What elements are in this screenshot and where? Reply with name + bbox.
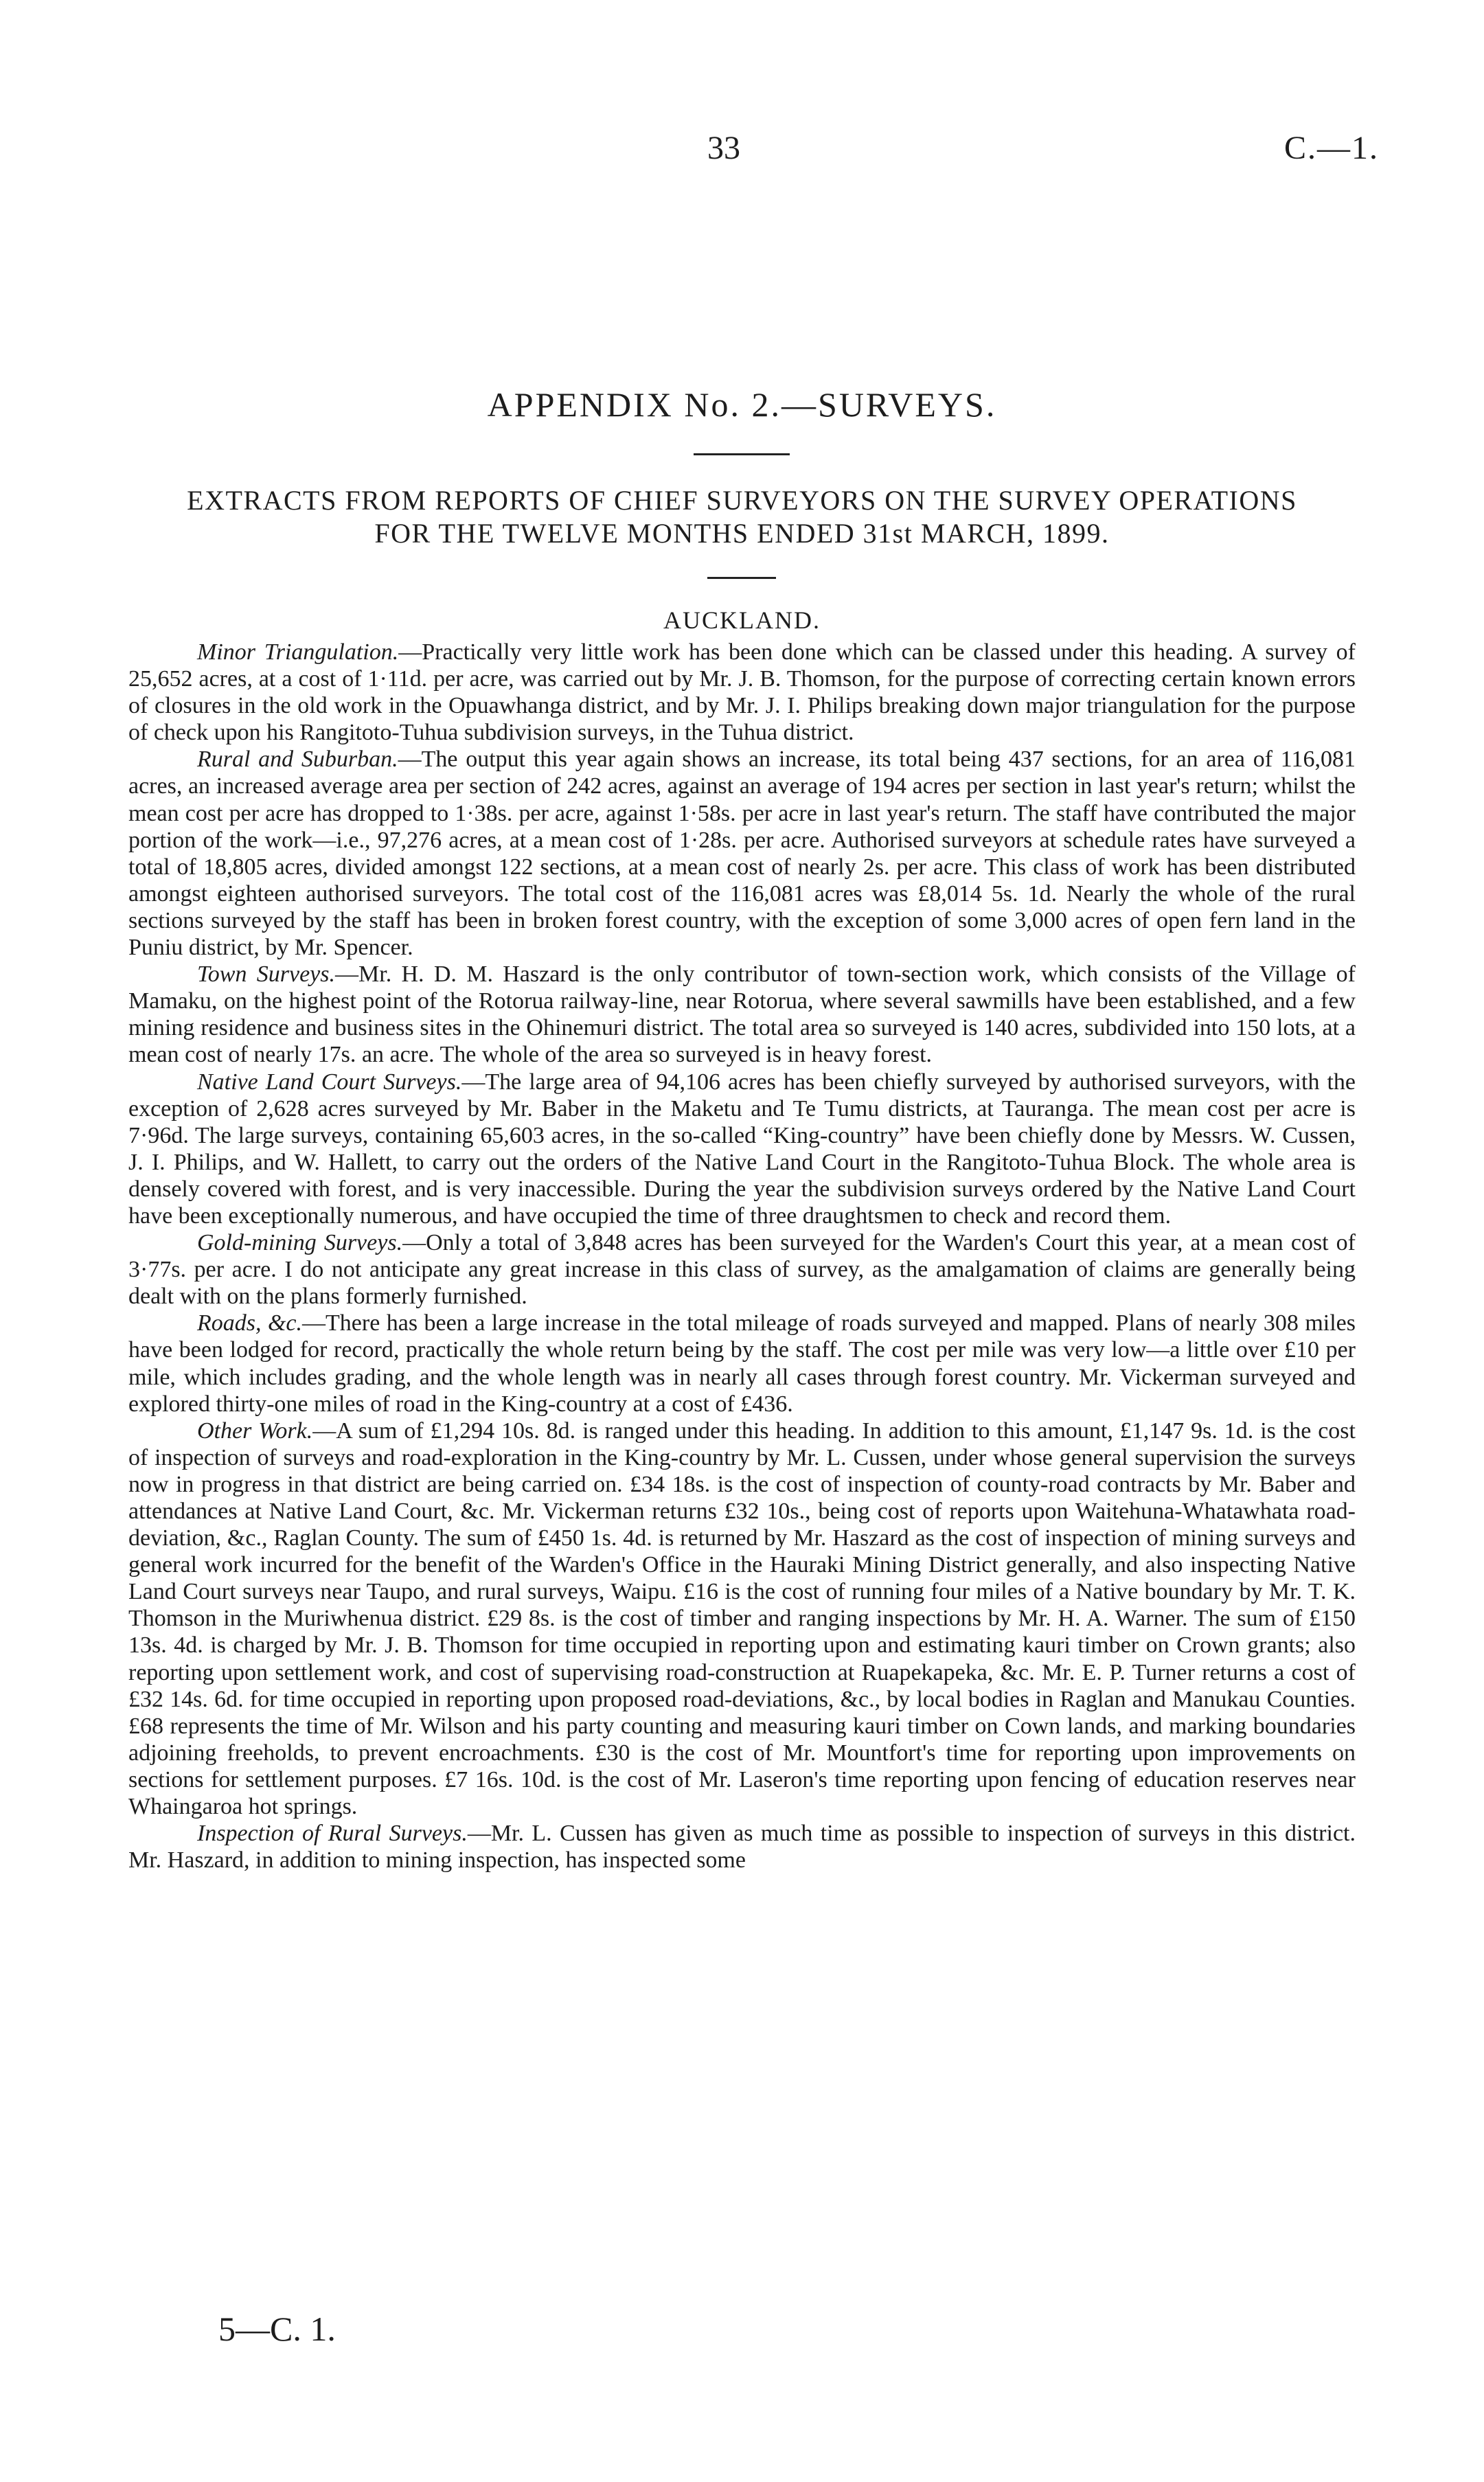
signature-mark: 5—C. 1. — [218, 2310, 336, 2348]
paragraph-gold-mining — [128, 1229, 1356, 1310]
paragraph-inspection-rural — [128, 1820, 1356, 1874]
paragraph-text: —Practically very little work has been done which can be classed under this heading. A survey of 25,652 acres, at a cost of 1·11d. per acre, was carried out by Mr. J. B. Thomson, for the purpose of correcting certain known errors of closures in the old work in the Opuawhanga district, and by Mr. J. I. Philips breaking down major triangulation for the purpose of check upon his Rangitoto-Tuhua subdivision surveys, in the Tuhua district. — [128, 639, 1356, 746]
paragraph-heading: Rural and Suburban. — [197, 747, 398, 773]
paragraph-heading: Gold-mining Surveys. — [197, 1230, 403, 1256]
paragraph-heading: Town Surveys. — [197, 961, 336, 988]
paragraph-text: —Only a total of 3,848 acres has been surveyed for the Warden's Court this year, at a mean cost of 3·77s. per acre. I do not anticipate any great increase in this class of survey, as the amalgamation of claims are generally being dealt with on the plans formerly furnished. — [128, 1230, 1356, 1310]
paragraph-town-surveys — [128, 961, 1356, 1068]
paragraph-text: —The output this year again shows an increase, its total being 437 sections, for an area of 116,081 acres, an increased average area per section of 242 acres, against an average of 194 acres per section in last year's return; whilst the mean cost per acre has dropped to 1·38s. per acre, against 1·58s. per acre in last year's return. The staff have contributed the major portion of the work—i.e., 97,276 acres, at a mean cost of 1·28s. per acre. Authorised surveyors at schedule rates have surveyed a total of 18,805 acres, divided amongst 122 sections, at a mean cost of nearly 2s. per acre. This class of work has been distributed amongst eighteen authorised surveyors. The total cost of the 116,081 acres was £8,014 5s. 1d. Nearly the whole of the rural sections surveyed by the staff has been in broken forest country, with the exception of some 3,000 acres of open fern land in the Puniu district, by Mr. Spencer. — [128, 747, 1356, 961]
paragraph-rural-suburban — [128, 746, 1356, 961]
paragraph-text: —The large area of 94,106 acres has been chiefly surveyed by authorised surveyors, with the exception of 2,628 acres surveyed by Mr. Baber in the Maketu and Te Tumu districts, at Tauranga. The mean cost per acre is 7·96d. The large surveys, containing 65,603 acres, in the so-called “King-country” have been chiefly done by Messrs. W. Cussen, J. I. Philips, and W. Hallett, to carry out the orders of the Native Land Court in the Rangitoto-Tuhua Block. The whole area is densely covered with forest, and is very inaccessible. During the year the subdivision surveys ordered by the Native Land Court have been exceptionally numerous, and have occupied the time of three draughtsmen to check and record them. — [128, 1069, 1356, 1229]
title-divider — [694, 453, 790, 455]
paragraph-heading: Minor Triangulation. — [197, 639, 399, 665]
paragraph-other-work — [128, 1418, 1356, 1820]
extracts-title — [82, 484, 1402, 550]
paragraph-native-land-court — [128, 1069, 1356, 1230]
paragraph-text: —Mr. L. Cussen has given as much time as possible to inspection of surveys in this district. Mr. Haszard, in addition to mining inspection, has inspected some — [128, 1821, 1356, 1874]
appendix-title: APPENDIX No. 2.—SURVEYS. — [487, 385, 997, 424]
paragraph-text: —A sum of £1,294 10s. 8d. is ranged under this heading. In addition to this amount, £1,147 9s. 1d. is the cost of inspection of surveys and road-exploration in the King-country by Mr. L. Cussen, under whose general supervision the surveys now in progress in that district are being carried on. £34 18s. is the cost of inspection of county-road contracts by Mr. Baber and attendances at Native Land Court, &c. Mr. Vickerman returns £32 10s., being cost of reports upon Waitehuna-Whatawhata road-deviation, &c., Raglan County. The sum of £450 1s. 4d. is returned by Mr. Haszard as the cost of inspection of mining surveys and general work incurred for the benefit of the Warden's Office in the Hauraki Mining District generally, and also inspecting Native Land Court surveys near Taupo, and rural surveys, Waipu. £16 is the cost of running four miles of a Native boundary by Mr. T. K. Thomson in the Muriwhenua district. £29 8s. is the cost of timber and ranging inspections by Mr. H. A. Warner. The sum of £150 13s. 4d. is charged by Mr. J. B. Thomson for time occupied in reporting upon and estimating kauri timber on Crown grants; also reporting upon settlement work, and cost of supervising road-construction at Ruapekapeka, &c. Mr. E. P. Turner returns a cost of £32 14s. 6d. for time occupied in reporting upon proposed road-deviations, &c., by local bodies in Raglan and Manukau Counties. £68 represents the time of Mr. Wilson and his party counting and measuring kauri timber on Cown lands, and marking boundaries adjoining freeholds, to prevent encroachments. £30 is the cost of Mr. Mountfort's time for reporting upon improvements on sections for settlement purposes. £7 16s. 10d. is the cost of Mr. Laseron's time reporting upon fencing of education reserves near Whaingaroa hot springs. — [128, 1418, 1356, 1820]
paragraph-heading: Native Land Court Surveys. — [197, 1069, 462, 1095]
paragraph-text: —Mr. H. D. M. Haszard is the only contributor of town-section work, which consists of the Village of Mamaku, on the highest point of the Rotorua railway-line, near Rotorua, where several sawmills have been established, and a few mining residence and business sites in the Ohinemuri district. The total area so surveyed is 140 acres, subdivided into 150 lots, at a mean cost of nearly 17s. an acre. The whole of the area so surveyed is in heavy forest. — [128, 961, 1356, 1068]
extracts-title-line-2: FOR THE TWELVE MONTHS ENDED 31st MARCH, 1899. — [374, 518, 1110, 549]
extracts-title-line-1: EXTRACTS FROM REPORTS OF CHIEF SURVEYORS ON THE SURVEY OPERATIONS — [187, 485, 1297, 516]
paragraph-text: —There has been a large increase in the total mileage of roads surveyed and mapped. Plans of nearly 308 miles have been lodged for record, practically the whole return being by the staff. The cost per mile was very low—a little over £10 per mile, which includes grading, and the whole length was in nearly all cases through forest country. Mr. Vickerman surveyed and explored thirty-one miles of road in the King-country at a cost of £436. — [128, 1310, 1356, 1417]
subtitle-divider — [707, 577, 776, 579]
paragraph-heading: Inspection of Rural Surveys. — [197, 1821, 468, 1847]
page-number: 33 — [707, 130, 740, 166]
paragraph-heading: Roads, &c. — [197, 1310, 303, 1336]
region-heading: AUCKLAND. — [663, 606, 821, 634]
paragraph-roads — [128, 1310, 1356, 1417]
report-body — [128, 639, 1356, 1874]
page-reference: C.—1. — [1284, 130, 1380, 166]
paragraph-heading: Other Work. — [197, 1418, 313, 1444]
paragraph-minor-triangulation — [128, 639, 1356, 746]
